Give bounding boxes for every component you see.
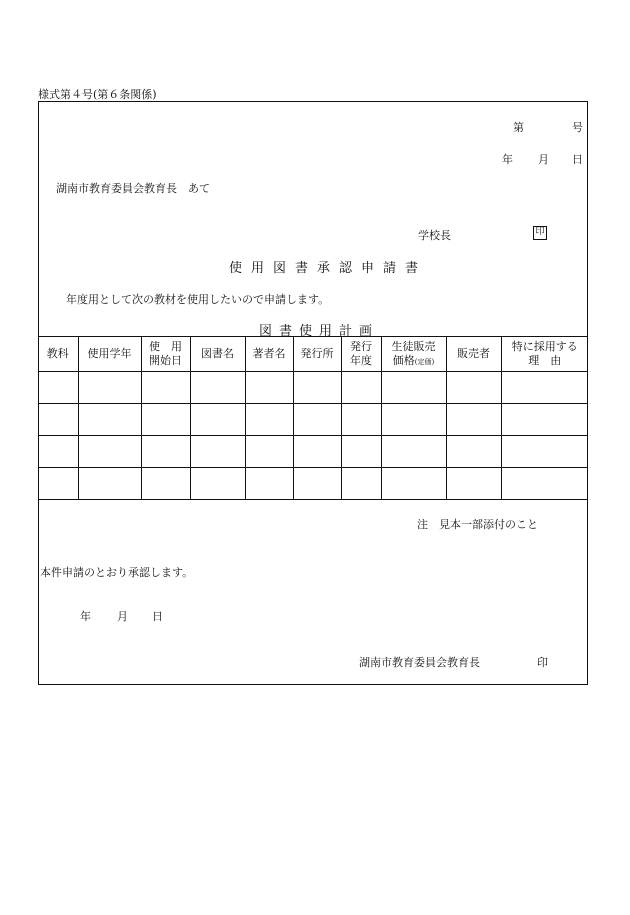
table-cell[interactable]	[381, 372, 446, 404]
col-pub-year-bottom: 年度	[350, 354, 372, 367]
table-cell[interactable]	[501, 468, 588, 500]
table-cell[interactable]	[341, 404, 381, 436]
col-price-bottom: 価格	[392, 353, 415, 367]
addressee: 湖南市教育委員会教育長 あて	[56, 182, 210, 195]
col-price	[381, 337, 446, 372]
table-cell[interactable]	[341, 468, 381, 500]
table-cell[interactable]	[245, 436, 293, 468]
approval-day: 日	[152, 610, 163, 623]
table-cell[interactable]	[245, 404, 293, 436]
col-reason	[501, 337, 588, 372]
table-cell[interactable]	[38, 468, 78, 500]
table-cell[interactable]	[293, 436, 341, 468]
table-row	[38, 436, 588, 468]
table-cell[interactable]	[190, 436, 245, 468]
table-cell[interactable]	[141, 372, 190, 404]
table-cell[interactable]	[190, 404, 245, 436]
table-cell[interactable]	[293, 468, 341, 500]
table-cell[interactable]	[501, 404, 588, 436]
table-row	[38, 404, 588, 436]
table-cell[interactable]	[381, 436, 446, 468]
table-cell[interactable]	[446, 436, 501, 468]
approver-seal: 印	[537, 656, 548, 669]
approval-text: 本件申請のとおり承認します。	[40, 566, 194, 579]
col-publisher: 発行所	[293, 337, 341, 372]
col-price-top: 生徒販売	[391, 339, 436, 353]
col-pub-year	[341, 337, 381, 372]
table-cell[interactable]	[141, 404, 190, 436]
table-row	[38, 468, 588, 500]
col-start-top: 使 用	[149, 340, 182, 353]
table-cell[interactable]	[141, 468, 190, 500]
date-day: 日	[572, 153, 583, 166]
col-subject: 教科	[38, 337, 78, 372]
table-cell[interactable]	[381, 468, 446, 500]
table-cell[interactable]	[341, 372, 381, 404]
table-cell[interactable]	[78, 372, 141, 404]
col-pub-year-top: 発行	[350, 340, 372, 353]
table-cell[interactable]	[78, 404, 141, 436]
table-cell[interactable]	[446, 404, 501, 436]
plan-title: 図書使用計画	[259, 324, 380, 339]
approval-year: 年	[80, 610, 91, 623]
table-cell[interactable]	[245, 468, 293, 500]
col-start-date	[141, 337, 190, 372]
table-cell[interactable]	[446, 468, 501, 500]
date-month: 月	[538, 153, 549, 166]
col-start-bottom: 開始日	[149, 354, 182, 367]
col-book: 図書名	[190, 337, 245, 372]
table-cell[interactable]	[141, 436, 190, 468]
table-cell[interactable]	[190, 372, 245, 404]
table-cell[interactable]	[245, 372, 293, 404]
table-cell[interactable]	[38, 372, 78, 404]
col-grade: 使用学年	[78, 337, 141, 372]
attachment-note: 注 見本一部添付のこと	[417, 518, 538, 531]
table-cell[interactable]	[501, 436, 588, 468]
request-text: 年度用として次の教材を使用したいので申請します。	[66, 293, 330, 306]
col-reason-bottom: 理 由	[528, 354, 562, 367]
approval-month: 月	[117, 610, 128, 623]
table-cell[interactable]	[341, 436, 381, 468]
col-author: 著者名	[245, 337, 293, 372]
table-cell[interactable]	[293, 372, 341, 404]
approver: 湖南市教育委員会教育長	[359, 656, 480, 669]
principal-label: 学校長	[418, 229, 451, 242]
table-cell[interactable]	[381, 404, 446, 436]
col-price-bottom-line	[382, 354, 446, 369]
table-cell[interactable]	[190, 468, 245, 500]
table-cell[interactable]	[446, 372, 501, 404]
header-row	[38, 337, 588, 372]
col-price-note: (定価)	[414, 357, 435, 366]
form-title: 使用図書承認申請書	[229, 261, 428, 276]
table-cell[interactable]	[293, 404, 341, 436]
date-year: 年	[502, 153, 513, 166]
table-cell[interactable]	[38, 436, 78, 468]
number-dai: 第	[513, 121, 524, 134]
plan-table	[38, 336, 588, 500]
col-reason-top: 特に採用する	[511, 340, 578, 353]
table-row	[38, 372, 588, 404]
table-cell[interactable]	[78, 468, 141, 500]
table-cell[interactable]	[78, 436, 141, 468]
number-go: 号	[572, 121, 583, 134]
table-cell[interactable]	[501, 372, 588, 404]
table-cell[interactable]	[38, 404, 78, 436]
col-seller: 販売者	[446, 337, 501, 372]
form-label: 様式第４号(第６条関係)	[38, 88, 157, 101]
seal-mark: 印	[533, 226, 547, 240]
